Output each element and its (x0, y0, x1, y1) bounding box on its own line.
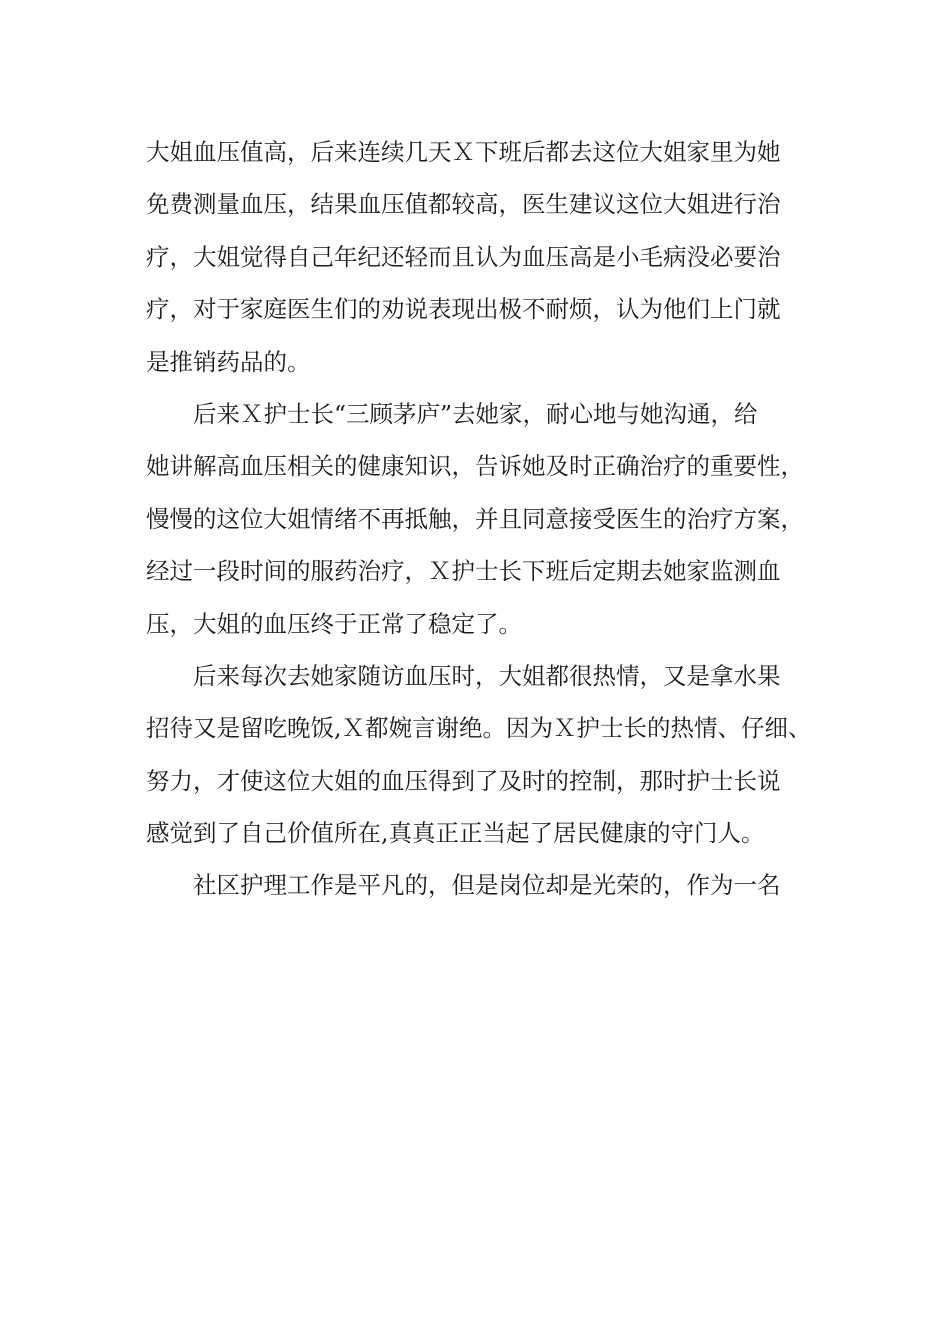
body-text (146, 126, 812, 912)
text-line: 努力，才使这位大姐的血压得到了及时的控制，那时护士长说 (146, 766, 781, 795)
text-line: 免费测量血压，结果血压值都较高，医生建议这位大姐进行治 (146, 190, 781, 219)
paragraph-first-line: 后来每次去她家随访血压时，大姐都很热情，又是拿水果 (193, 661, 781, 690)
text-line: 招待又是留吃晚饭,Ｘ都婉言谢绝。因为Ｘ护士长的热情、仔细、 (146, 714, 812, 743)
text-line: 疗，对于家庭医生们的劝说表现出极不耐烦，认为他们上门就 (146, 295, 781, 324)
paragraph-first-line: 社区护理工作是平凡的，但是岗位却是光荣的，作为一名 (193, 871, 781, 900)
text-line: 是推销药品的。 (146, 347, 311, 376)
text-line: 大姐血压值高，后来连续几天Ｘ下班后都去这位大姐家里为她 (146, 138, 781, 166)
text-line: 压，大姐的血压终于正常了稳定了。 (146, 609, 522, 638)
text-line: 疗，大姐觉得自己年纪还轻而且认为血压高是小毛病没必要治 (146, 242, 781, 271)
text-line: 慢慢的这位大姐情绪不再抵触，并且同意接受医生的治疗方案， (146, 504, 804, 533)
text-line: 她讲解高血压相关的健康知识，告诉她及时正确治疗的重要性， (146, 452, 804, 481)
text-line: 感觉到了自己价值所在,真真正正当起了居民健康的守门人。 (146, 819, 765, 848)
text-line: 经过一段时间的服药治疗，Ｘ护士长下班后定期去她家监测血 (146, 557, 781, 586)
paragraph-first-line: 后来Ｘ护士长“三顾茅庐”去她家，耐心地与她沟通，给 (193, 399, 758, 428)
